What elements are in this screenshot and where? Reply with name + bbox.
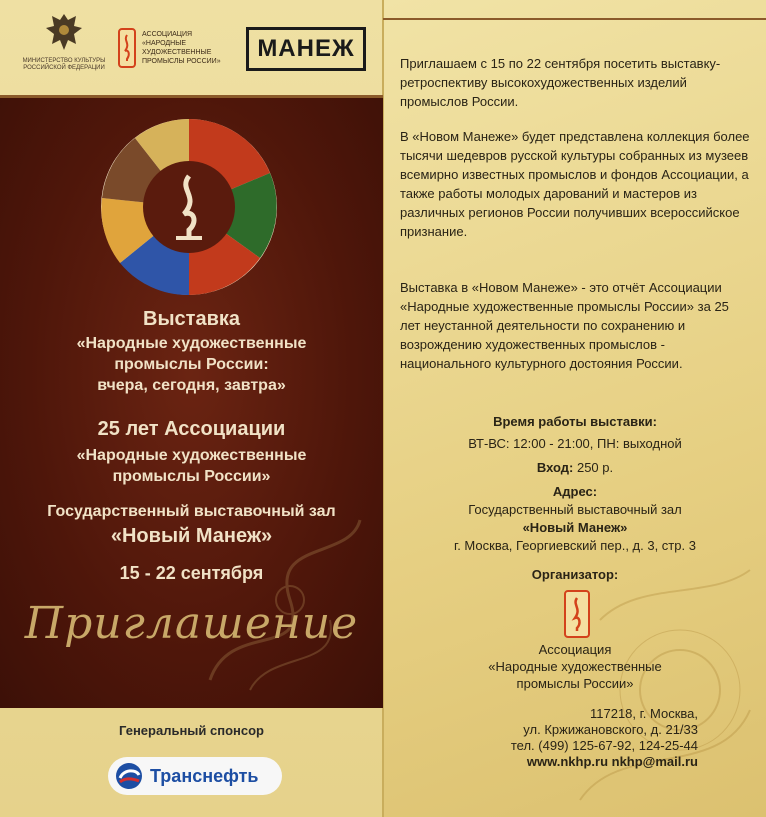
sponsor-logo bbox=[108, 757, 282, 795]
venue-name: «Новый Манеж» bbox=[110, 525, 273, 547]
venue-hall: Государственный выставочный зал bbox=[47, 503, 336, 520]
contact-phone: тел. (499) 125-67-92, 124-25-44 bbox=[510, 738, 698, 753]
folk-art-circle-emblem bbox=[100, 118, 278, 296]
contact-street: ул. Кржижановского, д. 21/33 bbox=[523, 722, 698, 737]
association-name bbox=[0, 445, 383, 487]
manezh-logo bbox=[246, 27, 366, 71]
contact-web-email: www.nkhp.ru nkhp@mail.ru bbox=[526, 754, 698, 769]
exhibit-name-line: «Народные художественные bbox=[76, 335, 307, 352]
contact-postal: 117218, г. Москва, bbox=[589, 706, 698, 721]
anniversary-title: 25 лет Ассоциации bbox=[97, 418, 286, 440]
decorative-bar bbox=[383, 18, 766, 20]
address-venue: «Новый Манеж» bbox=[522, 520, 628, 535]
association-logo-text: АССОЦИАЦИЯ «НАРОДНЫЕ ХУДОЖЕСТВЕННЫЕ ПРОМЫСЛЫ РОССИИ» bbox=[142, 31, 221, 65]
entry-fee bbox=[400, 458, 750, 477]
organizer-name-line: Ассоциация bbox=[538, 642, 612, 657]
address-street: г. Москва, Георгиевский пер., д. 3, стр. 3 bbox=[454, 538, 696, 553]
sponsor-label: Генеральный спонсор bbox=[119, 723, 264, 738]
association-name-line: «Народные художественные bbox=[76, 447, 307, 464]
hours-title: Время работы выставки: bbox=[493, 414, 657, 429]
ministry-logo bbox=[14, 10, 114, 88]
organizer-title: Организатор: bbox=[531, 567, 619, 582]
sponsor-name: Транснефть bbox=[150, 765, 259, 786]
exhibit-dates: 15 - 22 сентября bbox=[119, 563, 264, 583]
association-emblem-icon bbox=[118, 28, 136, 68]
double-headed-eagle-icon bbox=[44, 10, 84, 54]
association-name-line: промыслы России» bbox=[112, 468, 271, 485]
invitation-heading: Приглашение bbox=[24, 598, 359, 649]
organizer-emblem-icon bbox=[564, 590, 590, 638]
exhibit-title: Выставка bbox=[143, 308, 240, 330]
ministry-name: МИНИСТЕРСТВО КУЛЬТУРЫ РОССИЙСКОЙ ФЕДЕРАЦИИ bbox=[22, 58, 106, 71]
collection-paragraph: В «Новом Манеже» будет представлена коллекция более тысячи шедевров русской культуры собранных из музеев всемирно известных промыслов и фондов Ассоциации, а также работы молодых дарований и мастеров из различных регионов России получивших всероссийское признание. bbox=[400, 129, 750, 239]
exhibit-name-line: вчера, сегодня, завтра» bbox=[97, 377, 286, 394]
manezh-logo-text: МАНЕЖ bbox=[257, 35, 355, 62]
report-paragraph: Выставка в «Новом Манеже» - это отчёт Ассоциации «Народные художественные промыслы России» за 25 лет неустанной деятельности по сохранению и возрождению художественных промыслов - национального культурного достояния России. bbox=[400, 280, 729, 371]
address-title: Адрес: bbox=[552, 484, 598, 499]
association-logo bbox=[118, 22, 238, 74]
transneft-logo-icon bbox=[114, 761, 144, 791]
organizer-name-line: промыслы России» bbox=[516, 676, 634, 691]
opening-hours: ВТ-ВС: 12:00 - 21:00, ПН: выходной bbox=[468, 436, 682, 451]
exhibit-name-line: промыслы России: bbox=[114, 356, 269, 373]
address-line: Государственный выставочный зал bbox=[468, 502, 682, 517]
exhibit-name bbox=[0, 333, 383, 396]
organizer-name-line: «Народные художественные bbox=[488, 659, 662, 674]
intro-paragraph: Приглашаем с 15 по 22 сентября посетить выставку-ретроспективу высокохудожественных изделий промыслов России. bbox=[400, 56, 721, 109]
entry-fee-value: 250 р. bbox=[576, 460, 614, 475]
entry-fee-label: Вход: bbox=[536, 460, 574, 475]
